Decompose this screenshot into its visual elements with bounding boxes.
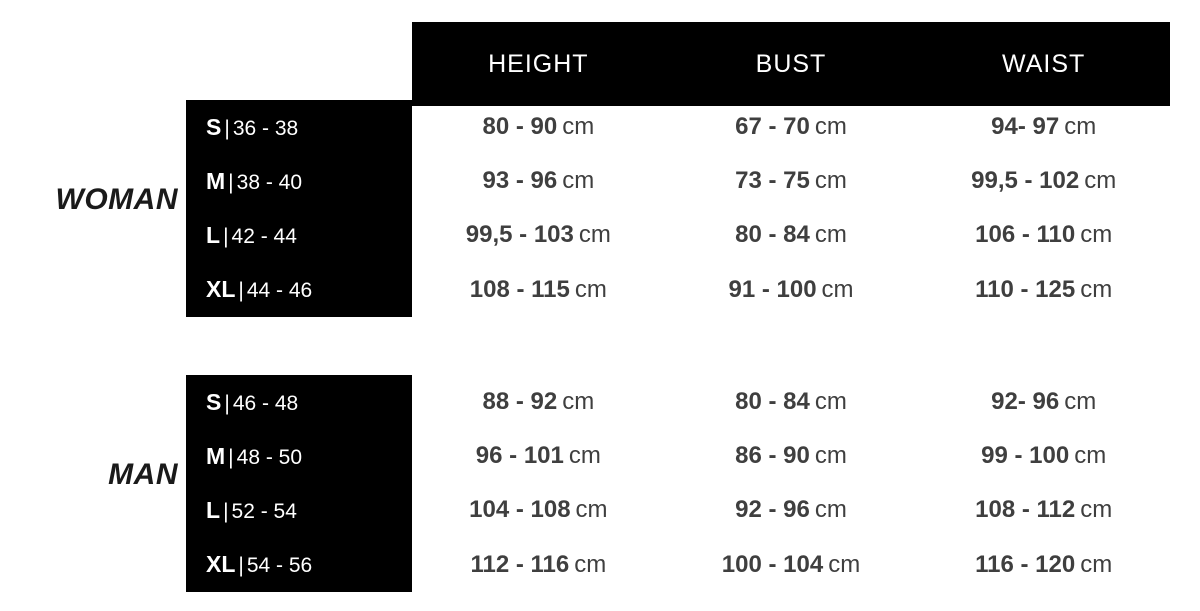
size-separator: |	[223, 224, 229, 248]
size-range: 52 - 54	[231, 499, 297, 523]
size-separator: |	[228, 170, 234, 194]
unit-label: cm	[1084, 167, 1117, 195]
height-cell	[412, 276, 665, 304]
table-row	[186, 375, 1170, 429]
table-row	[186, 263, 1170, 317]
unit-label: cm	[1074, 442, 1107, 470]
unit-label: cm	[562, 113, 595, 141]
size-cell	[186, 389, 412, 416]
waist-value: 110 - 125	[975, 275, 1076, 303]
size-separator: |	[224, 391, 230, 415]
waist-value: 92- 96	[991, 388, 1060, 416]
size-separator: |	[238, 279, 244, 303]
size-separator: |	[223, 499, 229, 523]
height-value: 108 - 115	[469, 275, 570, 303]
unit-label: cm	[1064, 113, 1097, 141]
size-range: 54 - 56	[246, 554, 313, 578]
height-cell	[412, 442, 665, 470]
unit-label: cm	[574, 275, 607, 303]
unit-label: cm	[828, 550, 861, 578]
waist-cell	[917, 276, 1170, 304]
unit-label: cm	[814, 442, 847, 470]
unit-label: cm	[814, 113, 847, 141]
unit-label: cm	[1080, 496, 1113, 524]
waist-value: 99 - 100	[981, 442, 1070, 470]
group-label-woman: WOMAN	[55, 183, 178, 216]
waist-cell	[917, 388, 1170, 416]
height-value: 96 - 101	[475, 442, 564, 470]
unit-label: cm	[562, 388, 595, 416]
column-header-height: HEIGHT	[488, 49, 589, 78]
waist-cell	[917, 221, 1170, 249]
table-row	[186, 208, 1170, 262]
size-cell	[186, 114, 412, 141]
size-separator: |	[224, 116, 230, 140]
waist-cell	[917, 113, 1170, 141]
waist-cell	[917, 167, 1170, 195]
bust-value: 73 - 75	[735, 167, 810, 195]
table-row	[186, 154, 1170, 208]
size-label: L	[206, 221, 221, 248]
unit-label: cm	[575, 496, 608, 524]
bust-cell	[665, 496, 918, 524]
table-row	[186, 538, 1170, 592]
height-cell	[412, 221, 665, 249]
size-range: 48 - 50	[236, 445, 303, 469]
height-cell	[412, 388, 665, 416]
bust-cell	[665, 167, 918, 195]
unit-label: cm	[562, 167, 595, 195]
bust-cell	[665, 276, 918, 304]
unit-label: cm	[568, 442, 601, 470]
waist-value: 99,5 - 102	[971, 167, 1080, 195]
height-value: 112 - 116	[470, 550, 570, 578]
column-header-row	[412, 22, 1170, 106]
height-cell	[412, 496, 665, 524]
unit-label: cm	[1080, 275, 1113, 303]
size-label: XL	[206, 551, 236, 578]
waist-value: 108 - 112	[975, 496, 1076, 524]
unit-label: cm	[578, 221, 611, 249]
size-cell	[186, 443, 412, 470]
size-range: 38 - 40	[236, 170, 303, 194]
size-label: XL	[206, 276, 236, 303]
size-range: 42 - 44	[231, 224, 297, 248]
size-range: 46 - 48	[232, 391, 299, 415]
height-cell	[412, 167, 665, 195]
bust-cell	[665, 113, 918, 141]
group-label-man: MAN	[108, 458, 178, 491]
size-label: M	[206, 167, 226, 194]
waist-cell	[917, 442, 1170, 470]
waist-cell	[917, 496, 1170, 524]
table-row	[186, 100, 1170, 154]
size-separator: |	[238, 554, 244, 578]
unit-label: cm	[814, 496, 847, 524]
size-range: 36 - 38	[232, 116, 299, 140]
unit-label: cm	[814, 388, 847, 416]
size-cell	[186, 497, 412, 524]
unit-label: cm	[574, 550, 607, 578]
bust-value: 91 - 100	[728, 275, 817, 303]
bust-cell	[665, 442, 918, 470]
height-cell	[412, 551, 665, 579]
table-row	[186, 483, 1170, 537]
bust-cell	[665, 221, 918, 249]
bust-cell	[665, 388, 918, 416]
column-header-waist: WAIST	[1002, 49, 1086, 78]
bust-cell	[665, 551, 918, 579]
size-label: S	[206, 113, 222, 140]
waist-value: 106 - 110	[975, 221, 1076, 249]
size-label: S	[206, 388, 222, 415]
table-row	[186, 429, 1170, 483]
unit-label: cm	[821, 275, 854, 303]
height-value: 93 - 96	[482, 167, 558, 195]
size-cell	[186, 222, 412, 249]
size-label: M	[206, 442, 226, 469]
unit-label: cm	[1080, 550, 1113, 578]
bust-value: 67 - 70	[735, 113, 810, 141]
unit-label: cm	[1080, 221, 1113, 249]
size-label: L	[206, 496, 221, 523]
unit-label: cm	[1064, 388, 1097, 416]
size-range: 44 - 46	[246, 279, 313, 303]
group-man	[186, 375, 1170, 592]
waist-value: 116 - 120	[975, 550, 1076, 578]
size-cell	[186, 551, 412, 578]
height-value: 104 - 108	[469, 496, 571, 524]
height-value: 99,5 - 103	[465, 221, 574, 249]
size-cell	[186, 168, 412, 195]
height-value: 88 - 92	[482, 388, 558, 416]
size-cell	[186, 276, 412, 303]
group-woman	[186, 100, 1170, 317]
waist-cell	[917, 551, 1170, 579]
waist-value: 94- 97	[991, 113, 1060, 141]
bust-value: 92 - 96	[735, 496, 810, 524]
bust-value: 80 - 84	[735, 388, 810, 416]
unit-label: cm	[814, 221, 847, 249]
bust-value: 100 - 104	[721, 550, 824, 578]
bust-value: 80 - 84	[735, 221, 810, 249]
bust-value: 86 - 90	[735, 442, 810, 470]
height-cell	[412, 113, 665, 141]
column-header-bust: BUST	[755, 49, 827, 78]
height-value: 80 - 90	[482, 113, 558, 141]
size-separator: |	[228, 445, 234, 469]
unit-label: cm	[814, 167, 847, 195]
